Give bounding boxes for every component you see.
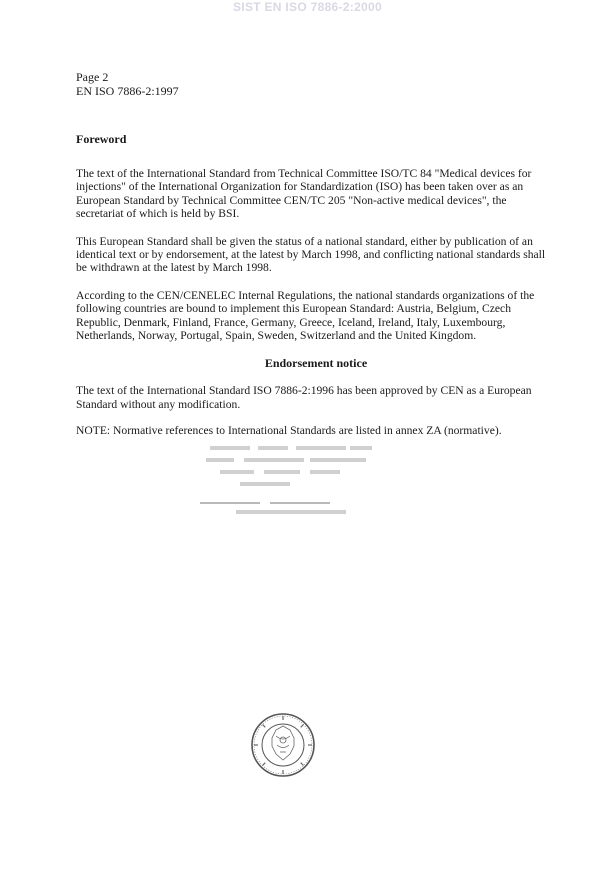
page-number: Page 2	[76, 70, 109, 84]
foreword-paragraph-1: The text of the International Standard from Technical Committee ISO/TC 84 "Medical devices for injections" of the International Organization for Standardization (ISO) has been taken over as an European Standard by Technical Committee CEN/TC 205 "Non-active medical devices", the secretariat of which is held by BSI.	[76, 167, 532, 221]
document-page	[76, 70, 556, 437]
endorsement-heading: Endorsement notice	[264, 356, 368, 371]
foreword-paragraph-2: This European Standard shall be given the status of a national standard, either by publication of an identical text or by endorsement, at the latest by March 1998, and conflicting national standards shall be withdrawn at the latest by March 1998.	[76, 234, 546, 275]
document-watermark: SIST EN ISO 7886-2:2000	[233, 0, 382, 14]
document-reference: EN ISO 7886-2:1997	[76, 84, 179, 98]
foreword-heading: Foreword	[76, 132, 127, 146]
foreword-paragraph-3: According to the CEN/CENELEC Internal Regulations, the national standards organizations of the following countries are bound to implement this European Standard: Austria, Belgium, Czech Republic, Denmark, Finland, France, Germany, Greece, Iceland, Ireland, Italy, Luxembourg, Netherlands, Norway, Portugal, Spain, Sweden, Switzerland and the United Kingdom.	[76, 288, 535, 343]
normative-note: NOTE: Normative references to International Standards are listed in annex ZA (normative).	[76, 424, 502, 438]
seal-stamp-icon	[250, 712, 316, 778]
endorsement-text: The text of the International Standard ISO 7886-2:1996 has been approved by CEN as a European Standard without any modification.	[76, 384, 532, 411]
faint-bleed-through	[200, 440, 390, 523]
